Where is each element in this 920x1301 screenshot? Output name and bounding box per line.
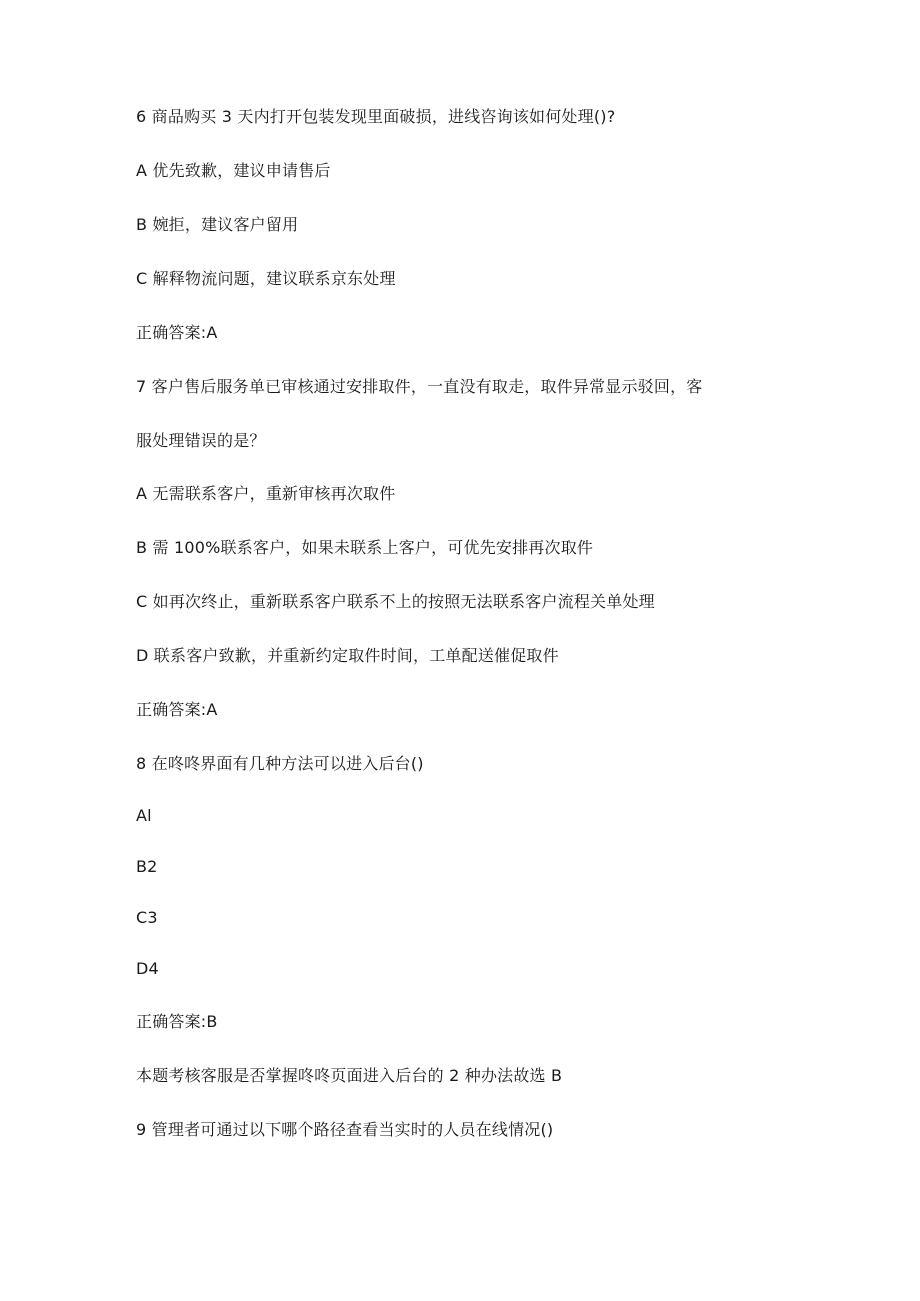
question-8-option-b: B2 (136, 857, 158, 876)
question-8-option-d: D4 (136, 959, 159, 978)
question-8-option-a: Al (136, 806, 152, 825)
question-7-text-line-2: 服处理错误的是？ (136, 431, 266, 450)
question-6-option-b: B 婉拒，建议客户留用 (136, 215, 299, 234)
question-8-answer: 正确答案:B (136, 1012, 218, 1031)
question-7-answer: 正确答案:A (136, 700, 218, 719)
question-8-option-c: C3 (136, 908, 158, 927)
question-7-text-line-1: 7 客户售后服务单已审核通过安排取件，一直没有取走，取件异常显示驳回，客 (136, 377, 703, 396)
question-9-text: 9 管理者可通过以下哪个路径查看当实时的人员在线情况() (136, 1120, 554, 1139)
question-7-option-b: B 需 100%联系客户，如果未联系上客户，可优先安排再次取件 (136, 538, 594, 557)
question-7-option-d: D 联系客户致歉，并重新约定取件时间，工单配送催促取件 (136, 646, 559, 665)
question-7-option-c: C 如再次终止，重新联系客户联系不上的按照无法联系客户流程关单处理 (136, 592, 655, 611)
question-8-explanation: 本题考核客服是否掌握咚咚页面进入后台的 2 种办法故选 B (136, 1066, 563, 1085)
question-7-option-a: A 无需联系客户，重新审核再次取件 (136, 484, 396, 503)
question-6-option-c: C 解释物流问题，建议联系京东处理 (136, 269, 396, 288)
question-6-option-a: A 优先致歉，建议申请售后 (136, 161, 331, 180)
question-8-text: 8 在咚咚界面有几种方法可以进入后台() (136, 754, 424, 773)
question-6-text: 6 商品购买 3 天内打开包装发现里面破损，进线咨询该如何处理()? (136, 107, 616, 126)
question-6-answer: 正确答案:A (136, 323, 218, 342)
